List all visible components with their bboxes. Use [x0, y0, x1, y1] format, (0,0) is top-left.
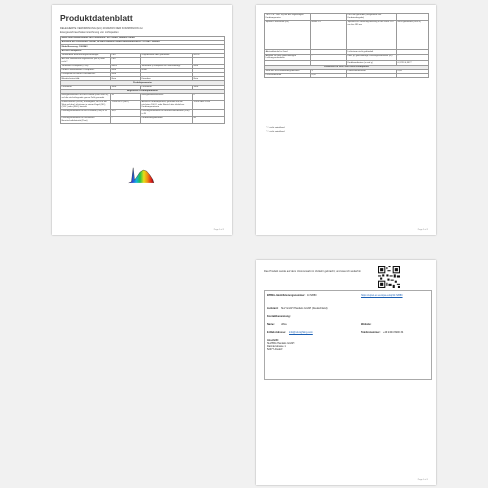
cell: Vernetzte Lichtquelle (CLS): [61, 64, 111, 68]
regulation-line-1: DELEGIERTE VERORDNUNG (EU) 2019/2015 DER KOMMISSION zur [60, 27, 143, 30]
cell: Tri-/C.I.E. 1931 x/y mit der zugehörigen Farbtemperatur [265, 14, 311, 21]
datasheet-page-2 [256, 5, 436, 235]
cell [193, 57, 225, 64]
cell: 5 [311, 69, 347, 73]
cell: Energieeffizienzklasse [141, 94, 193, 101]
cell: Hülle: [141, 68, 193, 72]
regulation-line-2: Energieverbrauchskennzeichnung von Lichtquellen [60, 30, 119, 34]
address-line-3: 52477 Alsdorf [267, 348, 283, 351]
section-header: Allgemeine Produktparameter [61, 89, 225, 93]
address-line-2: Daimlerstrasse 1 [267, 345, 286, 348]
model-id: Modellkennung: 1002943 [61, 45, 225, 49]
cell: Nutzlichtstrom (Φuse), mit Angabe, ob sich der Wert auf den Lichtstrom in einem Kegel (90°), (120°) oder (360°) bezieht [61, 100, 111, 109]
phone-value: +49 2404 6900 34 [383, 331, 404, 334]
address-line-1: SLV/BIG Handels GmbH [267, 342, 295, 345]
cell: - [111, 116, 141, 123]
cell: 50 [111, 94, 141, 101]
legend-line-2: "-": nicht zutreffend [266, 131, 285, 133]
cell: Abstrahlwinkel in Grad [265, 50, 311, 54]
cell: F [193, 94, 225, 101]
name-label: Name: [267, 323, 275, 326]
cell: Lichtstrom nicht gebündelt [347, 50, 397, 54]
cell: Farbkoordinaten (x und y) [347, 61, 397, 65]
supplier-name: Name oder Handelsmarke des Lieferanten: SLV GmbH, Handels GmbH [61, 37, 225, 41]
cell: Blendschutzschild: [61, 77, 111, 81]
col-header: Wert [193, 85, 225, 89]
page-number: Page 1 of 2 [213, 229, 224, 231]
cell: Nein [193, 64, 225, 68]
cell [397, 14, 429, 21]
website-label: Website: [361, 323, 372, 326]
contact-label: Kontaktbenennung: [267, 315, 291, 318]
product-info-card [264, 290, 432, 380]
col-header: Parameter [141, 85, 193, 89]
email-label: E-Mail-Adresse: [267, 331, 286, 334]
cell: NEIN [111, 64, 141, 68]
legend-line-1: "-": nicht zutreffend [266, 127, 285, 129]
cell: Lm-Zahl gerundet (ausgehend von Farbwiedergabe) [347, 14, 397, 21]
eprel-value: 1172880 [307, 294, 317, 297]
cell: 0,85 [397, 69, 429, 73]
cell: - [397, 54, 429, 61]
cell: LED [111, 57, 141, 64]
light-source-type: Art der Lichtquelle: [61, 49, 225, 53]
cell: Verwendete Beleuchtungstechnologie: [61, 53, 111, 57]
cell: Nein [111, 68, 141, 72]
cell: Nicht gebündelt (NDLS) [397, 20, 429, 50]
cell: Nein [111, 73, 141, 77]
cell: 30,0 [111, 110, 141, 117]
name-value: office [281, 323, 287, 326]
supplier-table [60, 36, 225, 124]
cell: LED [111, 53, 141, 57]
cell: Breite 1/2 [311, 20, 347, 50]
product-info-page [256, 260, 436, 485]
cell: 0,92 [311, 73, 347, 77]
optical-params-table [264, 13, 429, 78]
datasheet-page-1 [52, 5, 232, 235]
email-link[interactable]: info@slv-lighting.com [289, 331, 313, 334]
col-header: Parameter [61, 85, 111, 89]
cell: Spitzen-Lichtstärke (cd) [265, 20, 311, 50]
cell [347, 73, 397, 77]
cell: Nein [193, 77, 225, 81]
cell: 3.000 oder 4.000 [193, 100, 225, 109]
cell: Dimmbar: [141, 77, 193, 81]
cell: Leistungsaufnahme im Bereitschaftsbetrieb (Psb) in W [141, 110, 193, 117]
cell [311, 14, 347, 21]
section-header: Produktparameter [61, 81, 225, 85]
page-title: Produktdatenblatt [60, 13, 133, 23]
cell: Spezifische Strahlungsleistung in der Form 210 nm bis 495 nm [347, 20, 397, 50]
cell: Lebensdauerfaktor [347, 69, 397, 73]
address-label: Anschrift: [267, 339, 279, 342]
eprel-label: EPREL-Identifizierungsnummer: [267, 294, 306, 297]
cell: NDLS [193, 53, 225, 57]
cell [193, 110, 225, 117]
supplier-label: Lieferant: [267, 307, 279, 310]
page-number: Page 2 of 2 [417, 229, 428, 231]
cell [397, 73, 429, 77]
cell: Steuerbar (Lichtquelle im Lieferumfang): [141, 64, 193, 68]
supplier-value: SLV GmbH Handels GmbH (Deutschland) [281, 307, 328, 310]
cell: Nein [111, 77, 141, 81]
cell: 80 [193, 116, 225, 123]
intro-text: Das Produkt wurde auf dem Unionsmarkt in Verkehr gebracht; und was ich weiterhin [264, 270, 361, 273]
cell: Wert des R9-Farbwiedergabeindex [265, 69, 311, 73]
section-header: Parameter für LED- und OLED-Lichtquellen [265, 65, 429, 69]
cell: Farbwiedergabeindex [141, 116, 193, 123]
cell: Leistungsaufnahme im vernetzten Bereitschaftsbetrieb (Pnet) [61, 116, 111, 123]
supplier-address: Anschrift des Lieferanten: offical, SLV/BIG Handels GmbH Haberlandstrasse 1 D-52477 Alsdorf [61, 41, 225, 45]
spectral-distribution-image [127, 159, 155, 185]
cell: Ähnliche Farbtemperatur, gerundet auf die nächsten 100 K, oder Bereich der ähnlichen Farbtemperaturen [141, 100, 193, 109]
qr-code-icon[interactable] [378, 266, 400, 288]
cell: Ungebündelt oder gebündelt: [141, 53, 193, 57]
cell: - [311, 54, 347, 61]
cell: Energieverbrauch im Ein-Zustand (kWh/1000 h), auf die nächstliegende ganze Zahl gerundet [61, 94, 109, 99]
eprel-link[interactable]: https://eprel.ec.europa.eu/qr/1172880 [361, 294, 403, 297]
cell [141, 57, 193, 64]
cell: Lichtstromerhalt [265, 73, 311, 77]
cell: Leistungsaufnahme im Ein-Zustand (Pon) in W [61, 110, 111, 117]
cell: Falls ja, gleichwertige Leistungsaufnahme (W) [347, 54, 397, 61]
page-number: Page 1 of 1 [417, 479, 428, 481]
cell: Angabe zu einer gleichwertigen Leistungsaufnahme [265, 54, 311, 61]
cell: Farblich abstimmbare Lichtquelle: [61, 68, 111, 72]
cell: 1.680 lm in (360°) [111, 100, 141, 109]
phone-label: Telefonnummer: [361, 331, 381, 334]
col-header: Wert [111, 85, 141, 89]
cell: Lichtquelle mit hoher Leuchtdichte: [61, 73, 111, 77]
cell: Auf den Netzbetrieb angewiesen (MLS) oder nicht? [61, 57, 111, 64]
cell: 0,3723 0,3577 [397, 61, 429, 65]
